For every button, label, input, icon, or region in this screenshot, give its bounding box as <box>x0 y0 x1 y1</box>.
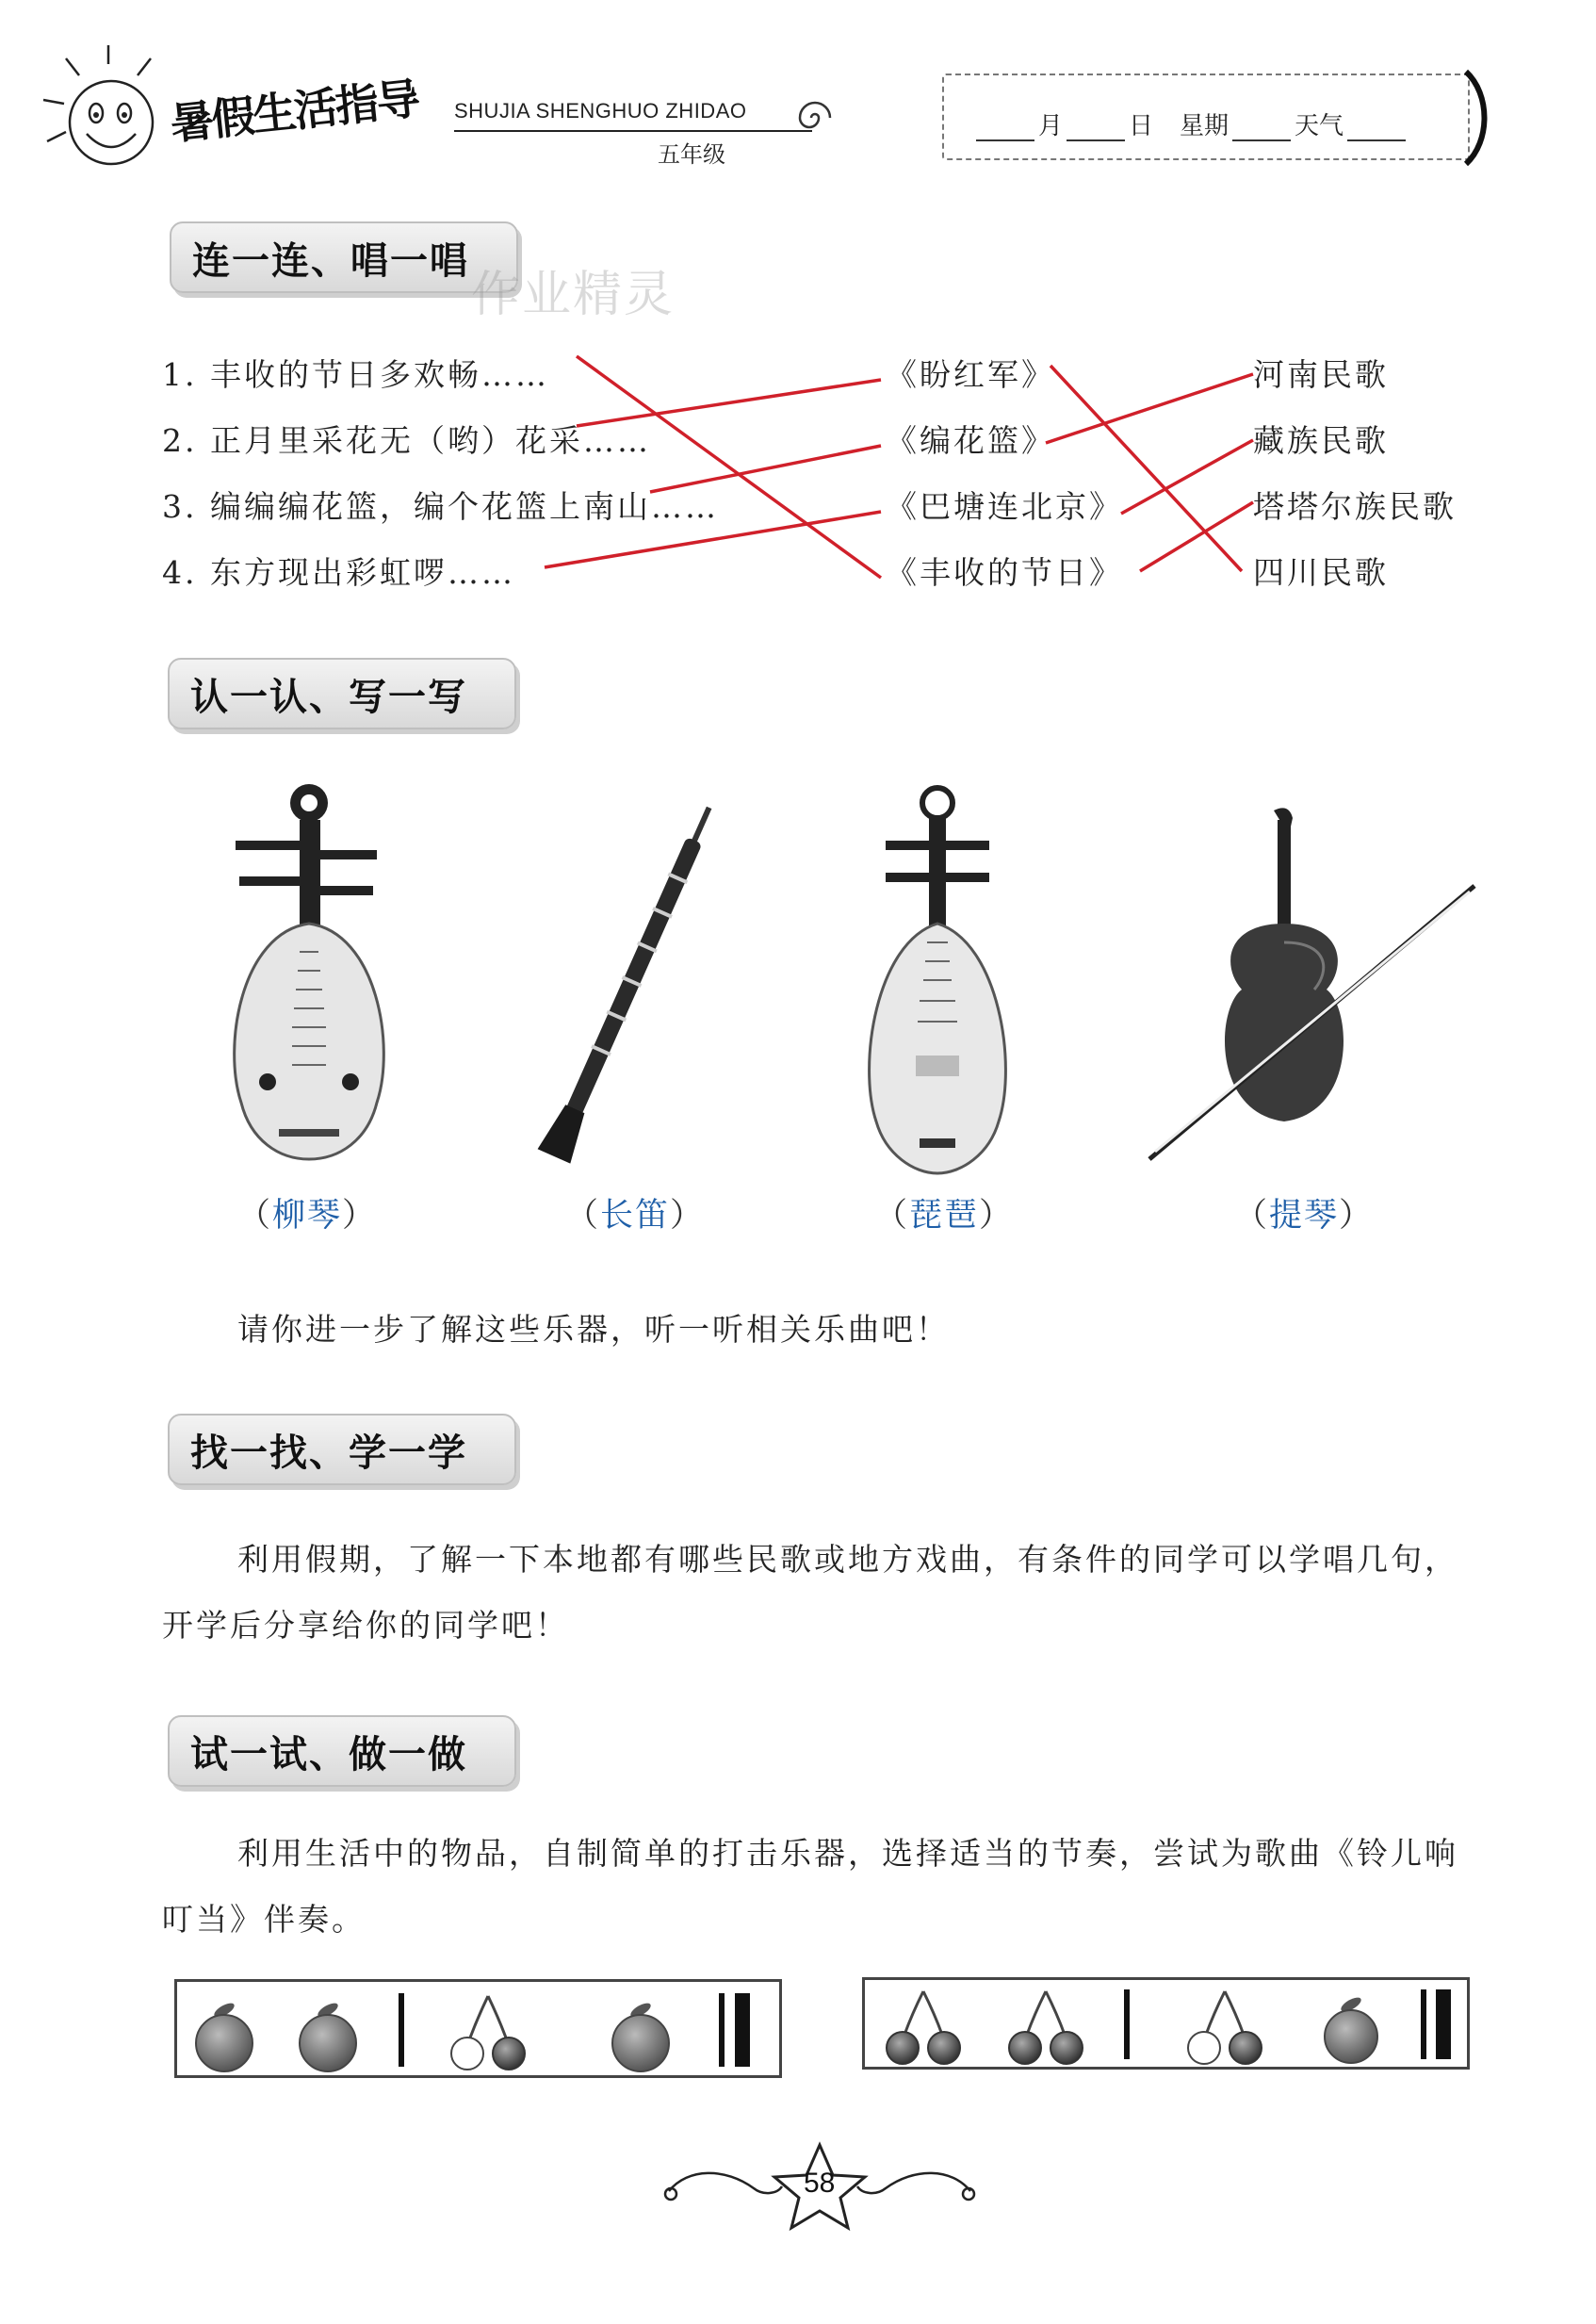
orange-note-icon <box>1325 1995 1377 2063</box>
grade-label: 五年级 <box>658 141 725 168</box>
page-number: 58 <box>804 2168 836 2199</box>
instrument-note: 请你进一步了解这些乐器，听一听相关乐曲吧！ <box>237 1311 950 1348</box>
answer-line-5 <box>1050 366 1242 571</box>
song-2: 《编花篮》 <box>886 422 1055 459</box>
song-1: 《盼红军》 <box>886 356 1055 393</box>
rhythm-box-1 <box>174 1979 782 2078</box>
liuqin-icon <box>226 782 396 1178</box>
song-3: 《巴塘连北京》 <box>886 488 1123 525</box>
rhythm-box-2 <box>862 1977 1470 2070</box>
lyric-2: 2. 正月里采花无（哟）花采…… <box>162 422 651 459</box>
month-label: 月 <box>1038 112 1064 140</box>
orange-note-icon <box>612 2001 669 2071</box>
origin-1: 河南民歌 <box>1253 356 1389 393</box>
answer-line-3 <box>650 446 881 492</box>
cherry-note-icon <box>1206 1991 1244 2035</box>
cherry-note-icon <box>469 1996 507 2040</box>
section4-paragraph: 利用生活中的物品，自制简单的打击乐器，选择适当的节奏，尝试为歌曲《铃儿响叮当》伴奏。 <box>162 1835 1458 1938</box>
answer-line-1 <box>577 356 881 578</box>
origin-2: 藏族民歌 <box>1253 422 1389 459</box>
cherry-note-icon <box>1027 1991 1065 2035</box>
lyric-1: 1. 丰收的节日多欢畅…… <box>162 356 549 393</box>
answer-line-8 <box>1140 502 1253 571</box>
weekday-label: 星期 <box>1180 112 1230 140</box>
instrument-caption-2: （长笛） <box>565 1197 706 1235</box>
instrument-answer-4: 提琴 <box>1269 1197 1340 1235</box>
logo-title: 暑假生活指导 <box>168 73 421 150</box>
instrument-caption-4: （提琴） <box>1234 1197 1375 1235</box>
section3-paragraph: 利用假期，了解一下本地都有哪些民歌或地方戏曲，有条件的同学可以学唱几句，开学后分享给你的同学吧！ <box>162 1541 1458 1644</box>
song-4: 《丰收的节日》 <box>886 554 1123 591</box>
instrument-answer-3: 琵琶 <box>909 1197 980 1235</box>
orange-note-icon <box>196 2001 252 2071</box>
instrument-caption-3: （琵琶） <box>874 1197 1015 1235</box>
watermark: 作业精灵 <box>471 267 676 323</box>
cherry-note-icon <box>904 1991 942 2035</box>
origin-4: 四川民歌 <box>1253 554 1389 591</box>
pipa-icon <box>857 782 1018 1187</box>
section-title-identify-write: 认一认、写一写 <box>168 658 516 729</box>
section-title-find-learn: 找一找、学一学 <box>168 1414 516 1485</box>
answer-lines <box>0 0 1596 660</box>
violin-icon <box>1112 801 1489 1169</box>
weather-label: 天气 <box>1295 112 1344 140</box>
section-title-match-sing: 连一连、唱一唱 <box>170 221 518 293</box>
oboe-icon <box>528 801 735 1178</box>
logo-pinyin: SHUJIA SHENGHUO ZHIDAO <box>454 99 747 123</box>
answer-line-7 <box>1121 440 1253 514</box>
day-label: 日 <box>1129 112 1154 140</box>
instrument-caption-1: （柳琴） <box>237 1197 378 1235</box>
lyric-4: 4. 东方现出彩虹啰…… <box>162 554 515 591</box>
origin-3: 塔塔尔族民歌 <box>1253 488 1457 525</box>
orange-note-icon <box>300 2001 356 2071</box>
instrument-answer-1: 柳琴 <box>272 1197 343 1235</box>
section-title-try-make: 试一试、做一做 <box>168 1715 516 1787</box>
answer-line-2 <box>577 380 881 426</box>
instrument-answer-2: 长笛 <box>600 1197 671 1235</box>
lyric-3: 3. 编编编花篮，编个花篮上南山…… <box>162 488 719 525</box>
answer-line-6 <box>1046 374 1253 443</box>
